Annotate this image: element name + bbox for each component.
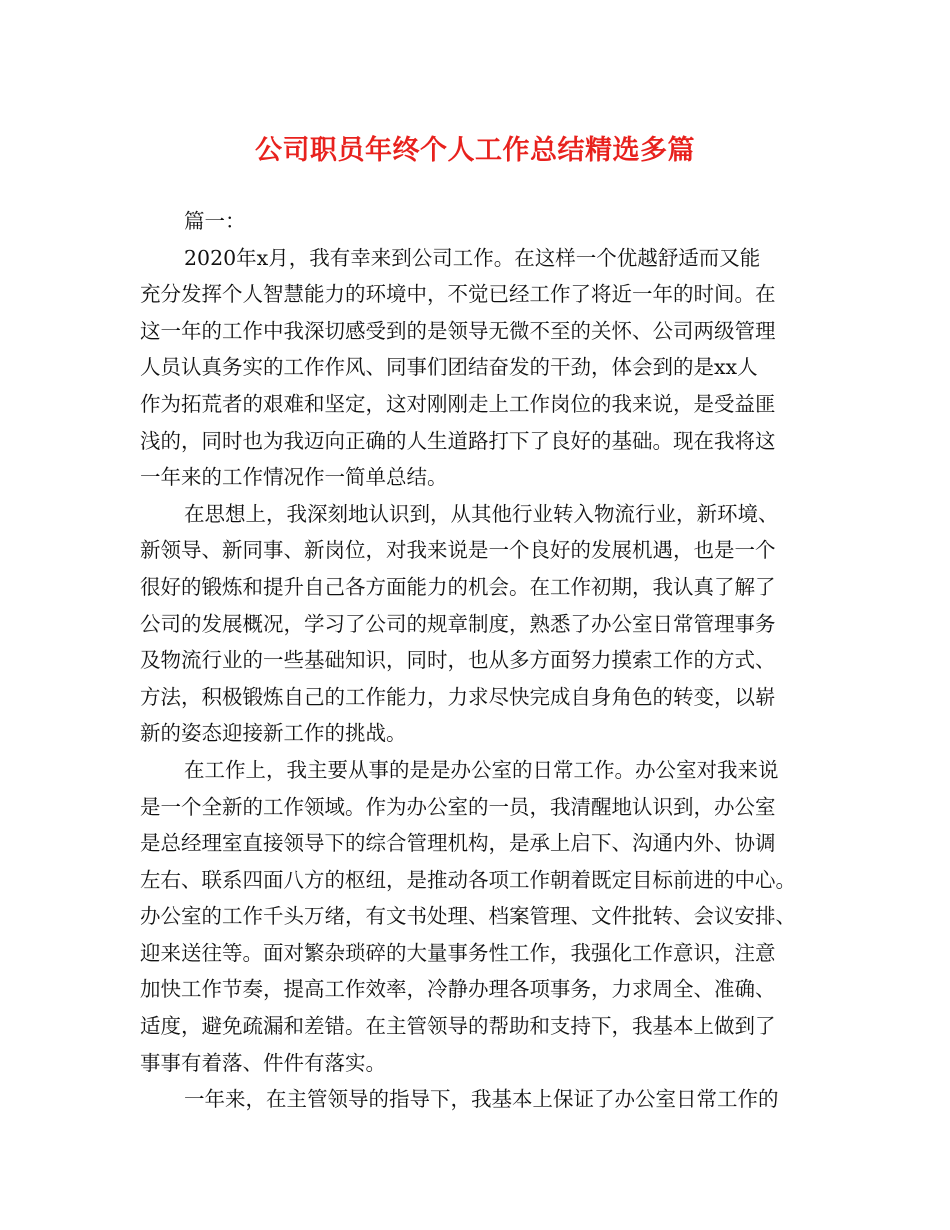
paragraph-line: 新领导、新同事、新岗位，对我来说是一个良好的发展机遇，也是一个 <box>140 538 776 563</box>
paragraph-line: 很好的锻炼和提升自己各方面能力的机会。在工作初期，我认真了解了 <box>140 574 776 599</box>
paragraph-line: 充分发挥个人智慧能力的环境中，不觉已经工作了将近一年的时间。在 <box>140 282 776 307</box>
paragraph-line: 作为拓荒者的艰难和坚定，这对刚刚走上工作岗位的我来说，是受益匪 <box>140 391 776 416</box>
paragraph-line: 人员认真务实的工作作风、同事们团结奋发的干劲，体会到的是xx人 <box>140 355 758 380</box>
paragraph-line: 方法，积极锻炼自己的工作能力，力求尽快完成自身角色的转变，以崭 <box>140 684 776 709</box>
paragraph-line: 办公室的工作千头万绪，有文书处理、档案管理、文件批转、会议安排、 <box>140 904 796 929</box>
paragraph-line: 及物流行业的一些基础知识，同时，也从多方面努力摸索工作的方式、 <box>140 648 776 673</box>
paragraph-line: 在思想上，我深刻地认识到，从其他行业转入物流行业，新环境、 <box>184 501 779 526</box>
paragraph-line: 是一个全新的工作领域。作为办公室的一员，我清醒地认识到，办公室 <box>140 794 776 819</box>
paragraph-line: 一年来的工作情况作一简单总结。 <box>140 465 448 490</box>
paragraph-line: 是总经理室直接领导下的综合管理机构，是承上启下、沟通内外、协调 <box>140 831 776 856</box>
section-heading: 篇一： <box>184 209 246 233</box>
paragraph-line: 事事有着落、件件有落实。 <box>140 1050 386 1075</box>
paragraph-line: 适度，避免疏漏和差错。在主管领导的帮助和支持下，我基本上做到了 <box>140 1014 776 1039</box>
paragraph-line: 公司的发展概况，学习了公司的规章制度，熟悉了办公室日常管理事务 <box>140 611 776 636</box>
paragraph-line: 加快工作节奏，提高工作效率，冷静办理各项事务，力求周全、准确、 <box>140 977 776 1002</box>
paragraph-line: 左右、联系四面八方的枢纽，是推动各项工作朝着既定目标前进的中心。 <box>140 867 796 892</box>
document-title: 公司职员年终个人工作总结精选多篇 <box>255 135 695 166</box>
paragraph-line: 迎来送往等。面对繁杂琐碎的大量事务性工作，我强化工作意识，注意 <box>140 940 776 965</box>
paragraph-line: 在工作上，我主要从事的是是办公室的日常工作。办公室对我来说 <box>184 757 779 782</box>
paragraph-line: 一年来，在主管领导的指导下，我基本上保证了办公室日常工作的 <box>184 1087 779 1112</box>
paragraph-line: 2020年x月，我有幸来到公司工作。在这样一个优越舒适而又能 <box>184 245 761 270</box>
document-body <box>140 203 826 1118</box>
paragraph-line: 浅的，同时也为我迈向正确的人生道路打下了良好的基础。现在我将这 <box>140 428 776 453</box>
paragraph-line: 这一年的工作中我深切感受到的是领导无微不至的关怀、公司两级管理 <box>140 318 776 343</box>
paragraph-line: 新的姿态迎接新工作的挑战。 <box>140 721 407 746</box>
